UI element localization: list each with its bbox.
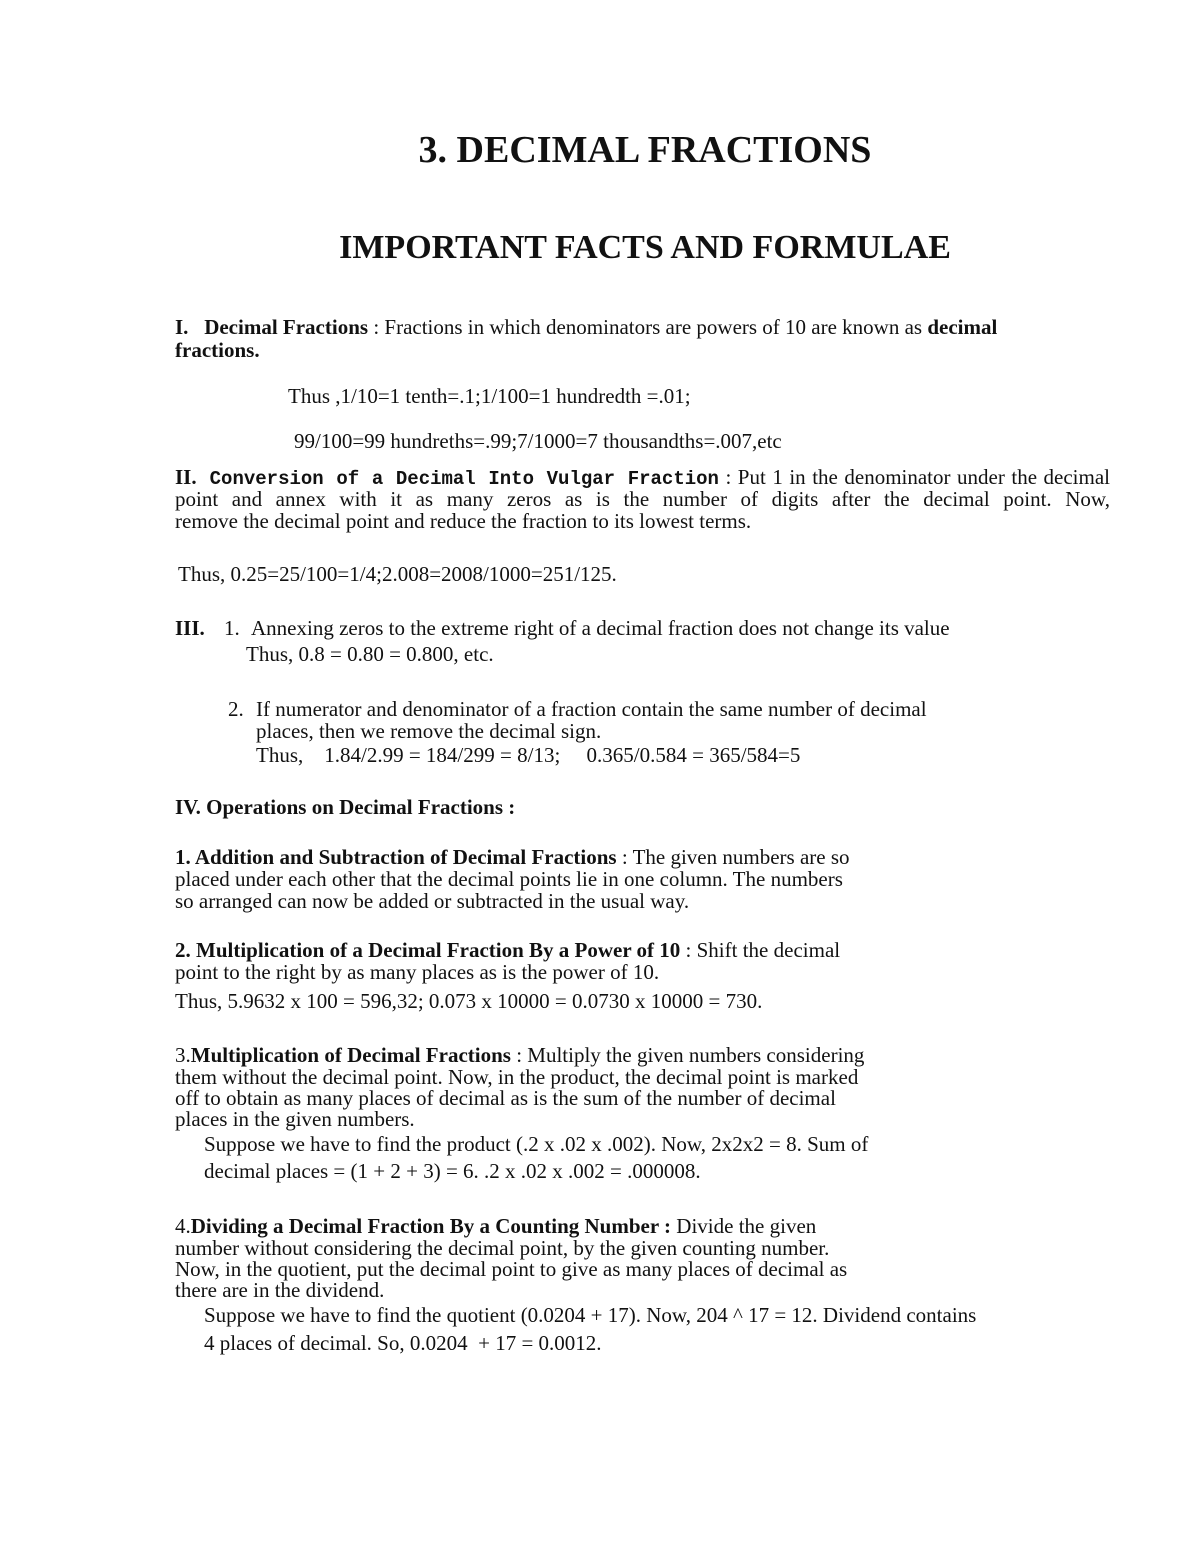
section-1-numeral: I. — [175, 315, 189, 339]
section-3-item-1-text: Annexing zeros to the extreme right of a decimal fraction does not change its value — [251, 616, 950, 640]
op-2-heading: 2. Multiplication of a Decimal Fraction By a Power of 10 — [175, 938, 681, 962]
section-2-example: Thus, 0.25=25/100=1/4;2.008=2008/1000=251/125. — [178, 562, 617, 586]
op-3-prefix: 3. — [175, 1043, 191, 1067]
op-4-example-1: Suppose we have to find the quotient (0.0204 + 17). Now, 204 ^ 17 = 12. Dividend contains — [204, 1303, 977, 1327]
op-4-heading: Dividing a Decimal Fraction By a Counting Number : — [190, 1214, 672, 1238]
section-1-example-1: Thus ,1/10=1 tenth=.1;1/100=1 hundredth =.01; — [288, 384, 691, 408]
op-1-line-1 — [175, 847, 850, 868]
section-1-heading: Decimal Fractions — [204, 315, 369, 339]
section-2-line-2: point and annex with it as many zeros as is the number of digits after the decimal point. Now, — [175, 487, 1110, 511]
op-3-heading: Multiplication of Decimal Fractions — [190, 1043, 511, 1067]
section-2-line-3: remove the decimal point and reduce the fraction to its lowest terms. — [175, 509, 752, 533]
op-3-example-1: Suppose we have to find the product (.2 x .02 x .002). Now, 2x2x2 = 8. Sum of — [204, 1132, 869, 1156]
section-4-heading: IV. Operations on Decimal Fractions : — [175, 795, 516, 819]
section-3-item-1-number: 1. — [224, 616, 240, 640]
op-3-rest: : Multiply the given numbers considering — [510, 1043, 865, 1067]
section-1-text: : Fractions in which denominators are powers of 10 are known as — [368, 315, 928, 339]
op-4-prefix: 4. — [175, 1214, 191, 1238]
op-1-heading: 1. Addition and Subtraction of Decimal Fractions — [175, 845, 617, 869]
section-1-line-2: fractions. — [175, 338, 260, 362]
op-3-example-2: decimal places = (1 + 2 + 3) = 6. .2 x .02 x .002 = .000008. — [204, 1159, 701, 1183]
op-2-line-2: point to the right by as many places as is the power of 10. — [175, 960, 660, 984]
section-3-item-2-number: 2. — [228, 697, 244, 721]
op-1-line-3: so arranged can now be added or subtracted in the usual way. — [175, 889, 690, 913]
op-4-line-1 — [175, 1216, 816, 1237]
op-4-rest: Divide the given — [671, 1214, 817, 1238]
section-3-item-2-example: Thus, 1.84/2.99 = 184/299 = 8/13; 0.365/0.584 = 365/584=5 — [256, 743, 801, 767]
op-4-line-2: number without considering the decimal point, by the given counting number. — [175, 1236, 830, 1260]
op-2-example: Thus, 5.9632 x 100 = 596,32; 0.073 x 10000 = 0.0730 x 10000 = 730. — [175, 989, 763, 1013]
op-1-rest: : The given numbers are so — [616, 845, 850, 869]
section-1-example-2: 99/100=99 hundreths=.99;7/1000=7 thousandths=.007,etc — [294, 429, 782, 453]
op-2-line-1 — [175, 940, 840, 961]
section-2-heading: Conversion of a Decimal Into Vulgar Fraction — [209, 468, 719, 490]
section-1-line-1 — [175, 317, 997, 338]
section-3-item-2-line-1: If numerator and denominator of a fraction contain the same number of decimal — [256, 697, 927, 721]
section-2-numeral: II. — [175, 465, 197, 489]
section-3-item-2-line-2: places, then we remove the decimal sign. — [256, 719, 602, 743]
section-3-item-1-example: Thus, 0.8 = 0.80 = 0.800, etc. — [246, 642, 494, 666]
page-title: 3. DECIMAL FRACTIONS — [418, 129, 872, 171]
op-3-line-2: them without the decimal point. Now, in the product, the decimal point is marked — [175, 1065, 859, 1089]
op-2-rest: : Shift the decimal — [680, 938, 841, 962]
op-3-line-3: off to obtain as many places of decimal as is the sum of the number of decimal — [175, 1086, 836, 1110]
op-3-line-1 — [175, 1045, 864, 1066]
section-3-numeral: III. — [175, 616, 205, 640]
op-4-line-4: there are in the dividend. — [175, 1278, 385, 1302]
page-subtitle: IMPORTANT FACTS AND FORMULAE — [339, 229, 951, 266]
op-4-line-3: Now, in the quotient, put the decimal point to give as many places of decimal as — [175, 1257, 848, 1281]
section-1-bold-end: decimal — [927, 315, 998, 339]
op-4-example-2: 4 places of decimal. So, 0.0204 + 17 = 0.0012. — [204, 1331, 602, 1355]
op-1-line-2: placed under each other that the decimal points lie in one column. The numbers — [175, 867, 843, 891]
section-2-line-1-rest: : Put 1 in the denominator under the decimal — [718, 465, 1110, 489]
op-3-line-4: places in the given numbers. — [175, 1107, 415, 1131]
